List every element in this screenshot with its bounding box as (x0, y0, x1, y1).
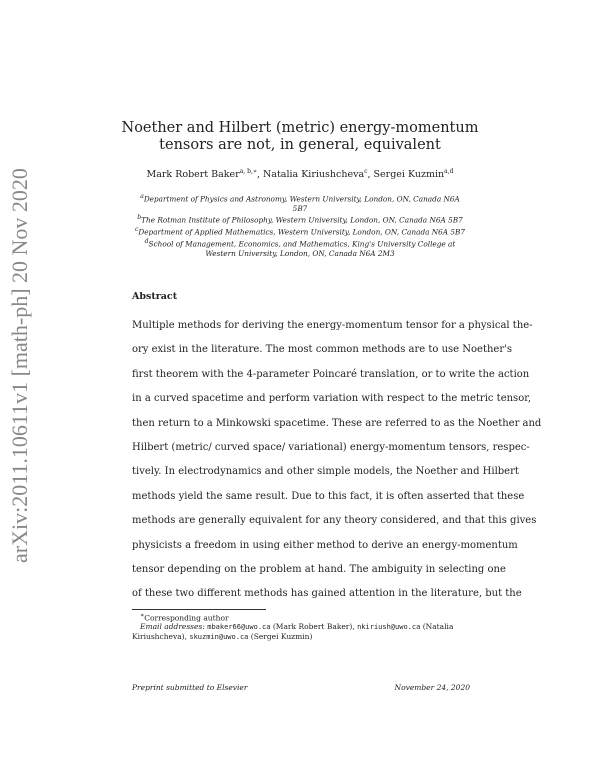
abstract-line: Multiple methods for deriving the energy-momentum tensor for a physical the- (132, 320, 533, 331)
author-sup: a,d (444, 168, 454, 175)
abstract-line: tensor depending on the problem at hand. The ambiguity in selecting one (132, 564, 506, 575)
abstract-line: in a curved spacetime and perform variation with respect to the metric tensor, (132, 393, 532, 405)
email-link[interactable]: mbaker66@uwo.ca (207, 623, 271, 631)
footer-date: November 24, 2020 (394, 683, 470, 692)
author-sup: c (364, 168, 368, 175)
abstract-line: physicists a freedom in using either method to derive an energy-momentum (132, 539, 518, 551)
author-sup: a, b,∗ (239, 168, 257, 175)
abstract-line: tively. In electrodynamics and other simple models, the Noether and Hilbert (132, 466, 519, 478)
abstract-line: then return to a Minkowski spacetime. These are referred to as the Noether and (132, 417, 542, 429)
authors: Mark Robert Baker$^{a, b,∗}$, Natalia Kiriushcheva$^c$, Sergei Kuzmin$^{a,d}$ (146, 168, 454, 181)
footer-left: Preprint submitted to Elsevier (132, 683, 248, 692)
author-name: Sergei Kuzmin (373, 169, 445, 181)
email-link[interactable]: skuzmin@uwo.ca (189, 633, 249, 641)
author-name: Natalia Kiriushcheva (262, 169, 365, 181)
footnote-emails-cont: Kiriushcheva), skuzmin@uwo.ca (Sergei Kuzmin) (132, 632, 313, 641)
affiliation-b: The Rotman Institute of Philosophy, Western University, London, ON, Canada N6A 5B7 (141, 215, 463, 225)
affiliation-a: Department of Physics and Astronomy, Western University, London, ON, Canada N6A (143, 194, 460, 204)
footnote-emails: Email addresses: mbaker66@uwo.ca (Mark Robert Baker), nkiriush@uwo.ca (Natalia (140, 622, 454, 631)
abstract-line: of these two different methods has gained attention in the literature, but the (132, 588, 522, 600)
footnote-rule (132, 609, 266, 610)
abstract-heading: Abstract (132, 291, 178, 302)
email-link[interactable]: nkiriush@uwo.ca (357, 623, 421, 631)
affiliation-d: School of Management, Economics, and Mathematics, King's University College at (148, 239, 456, 249)
title-line-2: tensors are not, in general, equivalent (159, 137, 441, 153)
affiliation-c: Department of Applied Mathematics, Western University, London, ON, Canada N6A 5B7 (138, 227, 466, 237)
footnote-corresponding: ∗Corresponding author (140, 612, 229, 623)
affiliations: $^a$Department of Physics and Astronomy, Western University, London, ON, Canada N6A 5B7 $^b$The Rotman Institute of Philosophy, Western University, London, ON, Canada N6A 5B7 $^c$Department of Applied Mathematics, Western University, London, ON, Canada N6A 5B7 $^d$School of Management, Economics, and Mathematics, King's University College at Western University, London, ON, Canada N6A 2M3 (134, 193, 466, 259)
abstract-line: Hilbert (metric/ curved space/ variational) energy-momentum tensors, respec- (132, 442, 530, 453)
abstract-line: methods yield the same result. Due to this fact, it is often asserted that these (132, 490, 525, 502)
arxiv-stamp: arXiv:2011.10611v1 [math-ph] 20 Nov 2020 (7, 168, 32, 563)
author-name: Mark Robert Baker (146, 169, 240, 181)
title-line-1: Noether and Hilbert (metric) energy-momentum (121, 120, 479, 136)
abstract-line: first theorem with the 4-parameter Poincaré translation, or to write the action (132, 368, 530, 380)
abstract-line: ory exist in the literature. The most common methods are to use Noether's (132, 344, 512, 356)
abstract-line: methods are generally equivalent for any theory considered, and that this gives (132, 515, 537, 527)
